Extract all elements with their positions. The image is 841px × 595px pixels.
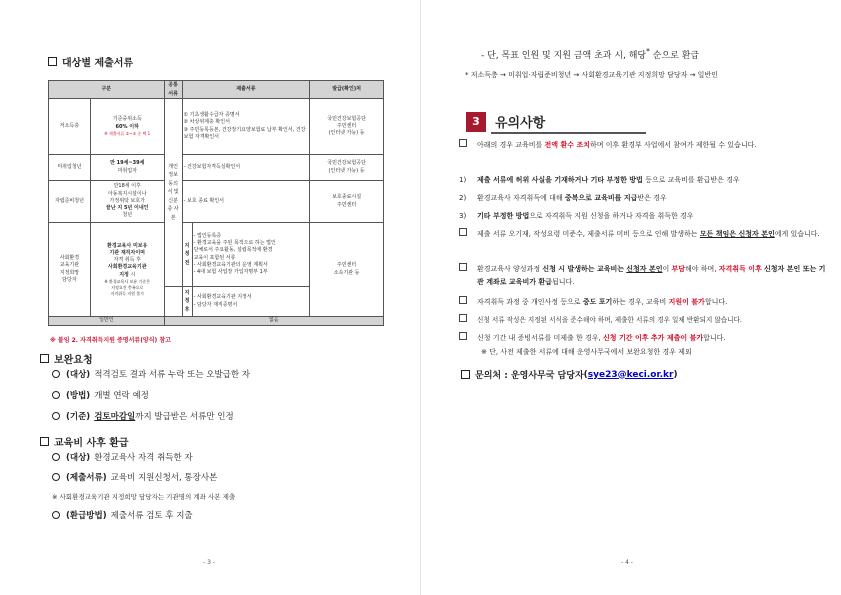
table-row — [49, 155, 384, 181]
header-docs: 제출서류 — [182, 81, 310, 99]
caution-item-tuition: 환경교육사 양성과정 신청 시 발생하는 교육비는 신청자 본인이 부담해야 하며, 자격취득 이후 신청자 본인 또는 기관 계좌로 교육비가 환급됩니다. — [459, 263, 827, 289]
checkbox-square-icon — [461, 370, 470, 379]
row-self-reliance-docs: - 보호 종료 확인서 — [182, 181, 310, 223]
refund-item-target: (대상) 환경교육사 자격 취득한 자 — [52, 451, 193, 463]
common-docs-cell: 개인정보 동의서 및 신분증 사본 — [164, 99, 182, 287]
row-social-docs-before: - 법인등록증 - 환경교육을 주된 목적으로 하는 법인 단체로서 주요활동, 설립목적에 환경 교육이 포함된 서류 - 사회환경교육기관의 운영 계획서 - 4대 보험 사업장 가입자명부 1부 — [192, 223, 310, 287]
row-social-docs-after: - 사회환경교육기관 지정서 - 담당자 재직증명서 — [192, 287, 310, 317]
section-title-underline — [491, 132, 646, 134]
row-unemployed-category: 미취업청년 — [49, 155, 91, 181]
caution-item-1: 1) 제출 서류에 허위 사실을 기재하거나 기타 부정한 방법 등으로 교육비를 환급받은 경우 — [459, 176, 740, 184]
checkbox-square-icon — [459, 314, 467, 322]
circle-bullet-icon — [52, 511, 60, 519]
checkbox-square-icon — [459, 332, 467, 340]
designation-after-label: 지정 후 — [182, 287, 192, 317]
row-low-income-docs: ① 기초생활수급자 증명서 ② 차상위계층 확인서 ③ 주민등록등본, 건강장기요양보험료 납부 확인서, 건강보험 자격확인서 — [182, 99, 310, 155]
checkbox-square-icon — [40, 437, 49, 446]
caution-item-3: 3) 기타 부정한 방법으로 자격취득 지원 신청을 하거나 자격을 취득한 경우 — [459, 212, 694, 220]
row-social-issuer: 주민센터 소속기관 등 — [310, 223, 384, 317]
section-heading-documents: 대상별 제출서류 — [48, 54, 133, 69]
page-number: - 4 - — [621, 559, 633, 566]
row-low-income-criteria: 기준중위소득 60% 이하 ※ 제출서류 ①~③ 중 택 1 — [90, 99, 164, 155]
checkbox-square-icon — [40, 354, 49, 363]
documents-table — [48, 80, 384, 326]
checkbox-square-icon — [459, 263, 467, 271]
supplement-item-target: (대상) 적격검토 결과 서류 누락 또는 오발급한 자 — [52, 368, 250, 380]
header-issuer: 발급(확인)처 — [310, 81, 384, 99]
row-low-income-category: 저소득층 — [49, 99, 91, 155]
header-common: 공통서류 — [164, 81, 182, 99]
row-general-value: 없음 — [164, 317, 383, 326]
section-title-cautions: 유의사항 — [495, 116, 546, 131]
header-category: 구분 — [49, 81, 165, 99]
table-row — [49, 223, 384, 287]
table-row — [49, 317, 384, 326]
section-heading-refund: 교육비 사후 환급 — [40, 434, 129, 449]
refund-note: ※ 사회환경교육기관 지정희망 담당자는 기관명의 계좌 사본 제출 — [52, 493, 236, 501]
row-self-reliance-criteria: 만18세 이후 아동복지시설이나 가정위탁 보호가 끝난 지 5년 이내인 청년 — [90, 181, 164, 223]
row-unemployed-docs: - 건강보험자격득실확인서 — [182, 155, 310, 181]
row-unemployed-issuer: 국민건강보험공단 (인터넷 가능) 등 — [310, 155, 384, 181]
right-page — [421, 0, 841, 595]
checkbox-square-icon — [459, 228, 467, 236]
designation-before-label: 지정 전 — [182, 223, 192, 287]
priority-order-line: * 저소득층 → 미취업·자립준비청년 → 사회환경교육기관 지정희망 담당자 → 일반인 — [465, 71, 718, 79]
priority-line: - 단, 목표 인원 및 지원 금액 초과 시, 해당* 순으로 환급 — [481, 47, 700, 61]
row-unemployed-criteria: 만 19세~39세 미취업자 — [90, 155, 164, 181]
supplement-item-method: (방법) 개별 연락 예정 — [52, 389, 149, 401]
row-low-income-issuer: 국민건강보험공단 주민센터 (인터넷 가능) 등 — [310, 99, 384, 155]
caution-item-responsibility: 제출 서류 오기재, 작성요령 미준수, 제출서류 미비 등으로 인해 발생하는 모든 책임은 신청자 본인에게 있습니다. — [459, 228, 827, 241]
table-row — [49, 99, 384, 155]
attachment-note: ※ 붙임 2. 자격취득지원 증명서류(양식) 참고 — [50, 337, 171, 344]
checkbox-square-icon — [459, 139, 467, 147]
section-heading-supplement: 보완요청 — [40, 351, 93, 366]
caution-item-dropout: 자격취득 과정 중 개인사정 등으로 중도 포기하는 경우, 교육비 지원이 불가합니다. — [459, 296, 827, 309]
caution-item-forms: 신청 서류 작성은 지정된 서식을 준수해야 하며, 제출한 서류의 경우 일체 반환되지 않습니다. — [459, 314, 827, 327]
common-docs-cell-cont — [164, 287, 182, 317]
page-number: - 3 - — [203, 559, 215, 566]
table-header-row — [49, 81, 384, 99]
contact-email-link[interactable]: sye23@keci.or.kr — [587, 369, 674, 380]
circle-bullet-icon — [52, 412, 60, 420]
row-self-reliance-issuer: 보호종료시설 주민센터 — [310, 181, 384, 223]
section-number-badge: 3 — [466, 112, 486, 132]
supplement-item-criteria: (기준) 검토마감일 까지 발급받은 서류만 인정 — [52, 410, 234, 422]
row-social-criteria: 환경교육사 미보유 기관 재직자이며 자격 취득 후 사회환경교육기관 지정 시 ※ 환경교육사 보유 기준은 지정요건 충족으로 자격취득 지원 불가 — [90, 223, 164, 317]
contact-info: 문의처 : 운영사무국 담당자 ( sye23@keci.or.kr ) — [461, 368, 678, 381]
row-social-category: 사회환경 교육기관 지정희망 담당자 — [49, 223, 91, 317]
refund-item-documents: (제출서류) 교육비 지원신청서, 통장사본 — [52, 471, 217, 483]
checkbox-square-icon — [48, 57, 57, 66]
row-self-reliance-category: 자립준비청년 — [49, 181, 91, 223]
caution-item-refund-recovery: 아래의 경우 교육비를 전액 환수 조치하며 이후 환경부 사업에서 참여가 제한될 수 있습니다. — [459, 139, 827, 152]
circle-bullet-icon — [52, 473, 60, 481]
caution-item-deadline-exception: ※ 단, 사전 제출한 서류에 대해 운영사무국에서 보완요청한 경우 제외 — [481, 348, 692, 356]
caution-item-deadline: 신청 기간 내 증빙서류를 미제출 한 경우, 신청 기간 이후 추가 제출이 불가합니다. — [459, 332, 827, 345]
left-page — [0, 0, 420, 595]
caution-item-2: 2) 환경교육사 자격취득에 대해 중복으로 교육비를 지급받은 경우 — [459, 194, 667, 202]
circle-bullet-icon — [52, 391, 60, 399]
circle-bullet-icon — [52, 370, 60, 378]
checkbox-square-icon — [459, 296, 467, 304]
row-general-category: 일반인 — [49, 317, 165, 326]
table-row — [49, 181, 384, 223]
circle-bullet-icon — [52, 453, 60, 461]
refund-item-method: (환급방법) 제출서류 검토 후 지출 — [52, 509, 193, 521]
